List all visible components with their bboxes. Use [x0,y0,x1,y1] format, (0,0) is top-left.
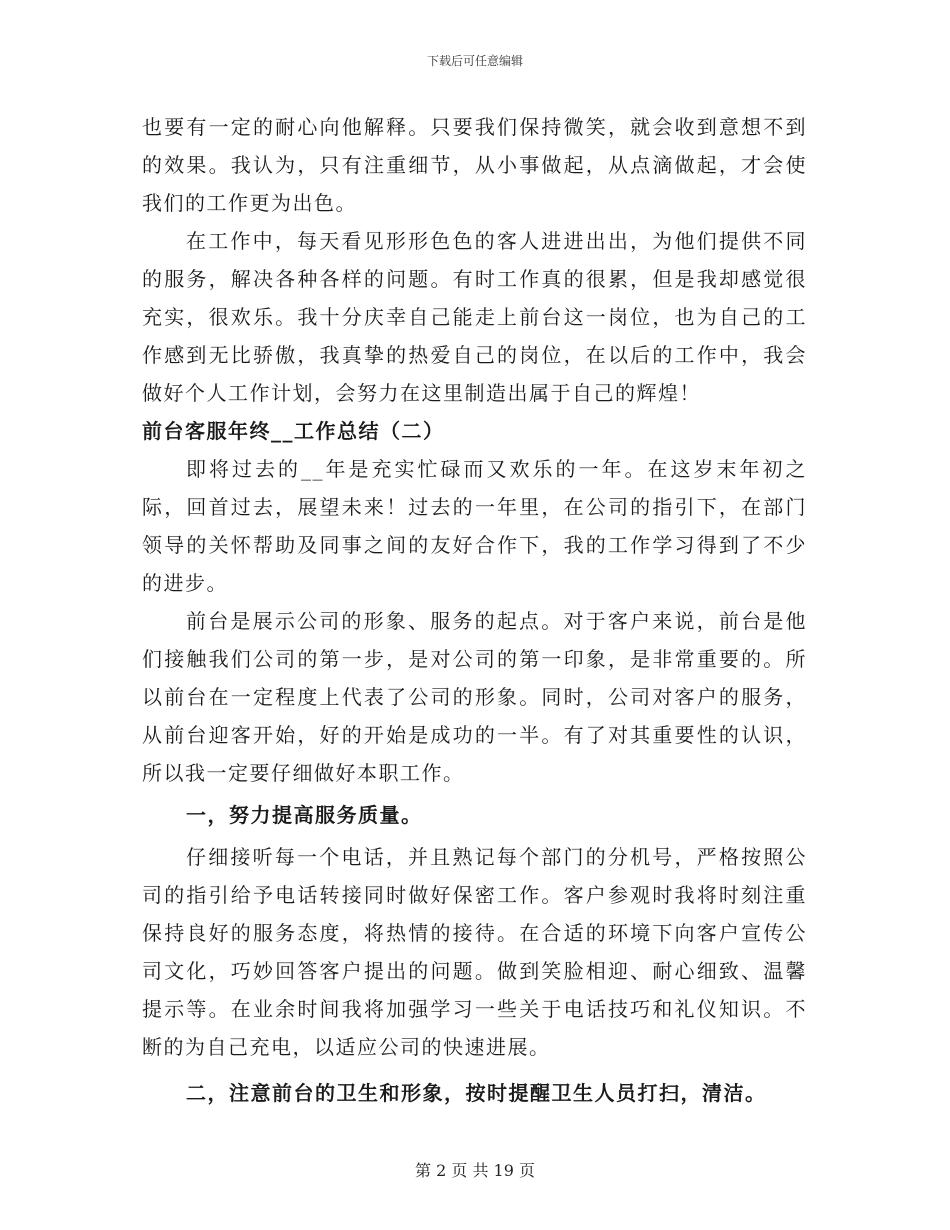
heading-service-quality: 一，努力提高服务质量。 [186,803,423,827]
document-body [142,108,807,1112]
paragraph-service-details: 仔细接听每一个电话，并且熟记每个部门的分机号，严格按照公司的指引给予电话转接同时做好保密工作。客户参观时我将时刻注重保持良好的服务态度，将热情的接待。在合适的环境下向客户宣传公司文化，巧妙回答客户提出的问题。做到笑脸相迎、耐心细致、温馨提示等。在业余时间我将加强学习一些关于电话技巧和礼仪知识。不断的为自己充电，以适应公司的快速进展。 [142,845,807,1059]
section-title: 前台客服年终__工作总结（二） [142,419,445,443]
paragraph-work-experience: 在工作中，每天看见形形色色的客人进进出出，为他们提供不同的服务，解决各种各样的问题。有时工作真的很累，但是我却感觉很充实，很欢乐。我十分庆幸自己能走上前台这一岗位，也为自己的工作感到无比骄傲，我真挚的热爱自己的岗位，在以后的工作中，我会做好个人工作计划，会努力在这里制造出属于自己的辉煌！ [142,229,807,405]
paragraph-continuation: 也要有一定的耐心向他解释。只要我们保持微笑，就会收到意想不到的效果。我认为，只有注重细节，从小事做起，从点滴做起，才会使我们的工作更为出色。 [142,115,807,215]
header-note: 下载后可任意编辑 [426,54,523,68]
paragraph-intro: 即将过去的__年是充实忙碌而又欢乐的一年。在这岁末年初之际，回首过去，展望未来！过去的一年里，在公司的指引下，在部门领导的关怀帮助及同事之间的友好合作下，我的工作学习得到了不少的进步。 [142,457,807,595]
heading-hygiene-image: 二，注意前台的卫生和形象，按时提醒卫生人员打扫，清洁。 [186,1081,767,1105]
page-footer: 第 2 页 共 19 页 [415,1161,535,1180]
paragraph-front-desk: 前台是展示公司的形象、服务的起点。对于客户来说，前台是他们接触我们公司的第一步，是对公司的第一印象，是非常重要的。所以前台在一定程度上代表了公司的形象。同时，公司对客户的服务，从前台迎客开始，好的开始是成功的一半。有了对其重要性的认识，所以我一定要仔细做好本职工作。 [142,609,807,785]
